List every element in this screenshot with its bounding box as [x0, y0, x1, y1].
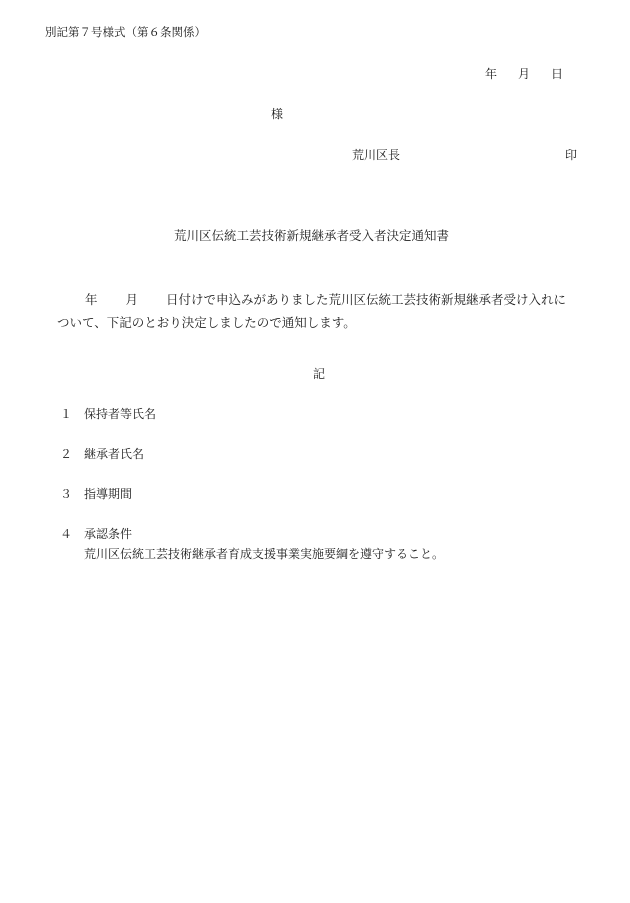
item-number: １	[60, 407, 73, 421]
body-paragraph	[45, 288, 605, 334]
item-label: 指導期間	[84, 487, 133, 501]
item-number: ４	[60, 527, 73, 541]
date-month-label: 月	[518, 67, 531, 81]
body-month-label: 月	[125, 292, 139, 307]
document-title: 荒川区伝統工芸技術新規継承者受入者決定通知書	[174, 228, 450, 243]
body-line2-text: ついて、下記のとおり決定しましたので通知します。	[57, 315, 356, 330]
issuer-name: 荒川区長	[352, 148, 401, 162]
item-label: 保持者等氏名	[84, 407, 157, 421]
date-day-label: 日	[551, 67, 564, 81]
seal-mark: 印	[565, 148, 578, 162]
item-number: ２	[60, 447, 73, 461]
ki-heading: 記	[313, 367, 326, 381]
body-year-label: 年	[85, 292, 98, 307]
recipient-suffix: 様	[271, 107, 284, 121]
item-number: ３	[60, 487, 73, 501]
item-label: 承認条件	[84, 527, 133, 541]
body-line1-text: 日付けで申込みがありました荒川区伝統工芸技術新規継承者受け入れに	[166, 292, 567, 307]
item-detail: 荒川区伝統工芸技術継承者育成支援事業実施要綱を遵守すること。	[84, 547, 445, 561]
item-label: 継承者氏名	[84, 447, 145, 461]
date-line	[485, 68, 563, 80]
form-number: 別記第７号様式（第６条関係）	[45, 25, 206, 39]
date-year-label: 年	[485, 67, 498, 81]
